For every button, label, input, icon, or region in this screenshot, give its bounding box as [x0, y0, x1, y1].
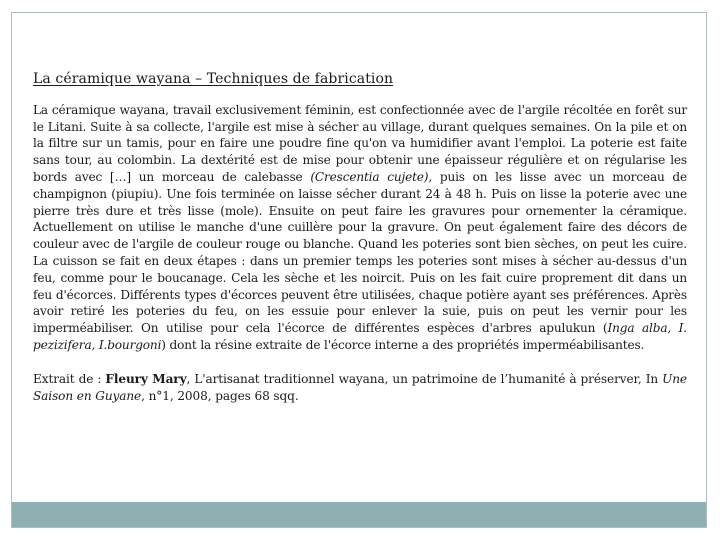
source-author: Fleury Mary — [105, 371, 187, 386]
body-text-part-2: puis on les lisse avec un morceau de champignon (piupiu). Une fois terminée on laisse sécher durant 24 à 48 h. Puis on lisse la poterie avec une pierre très dure et très lisse (mole). Ensuite on peut faire les gravures pour ornementer la céramique. Actuellement on utilise le manche d'une cuillère pour la gravure. On peut également faire des décors de couleur avec de l'argile de couleur rouge ou blanche. Quand les poteries sont bien sèches, on peut les cuire. La cuisson se fait en deux étapes : dans un premier temps les poteries sont mises à sécher au-dessus d'un feu, comme pour le boucanage. Cela les sèche et les noircit. Puis on les fait cuire proprement dit dans un feu d'écorces. Différents types d'écorces peuvent être utilisées, chaque potière ayant ses préférences. Après avoir retiré les poteries du feu, on les essuie pour enlever la suie, puis on peut les vernir pour les imperméabiliser. On utilise pour cela l'écorce de différentes espèces d'arbres apulukun ( — [33, 169, 688, 336]
body-paragraph — [33, 102, 687, 354]
species-name-crescentia: (Crescentia cujete), — [310, 169, 433, 184]
source-prefix: Extrait de : — [33, 371, 106, 386]
source-details: , n°1, 2008, pages 68 sqq. — [141, 388, 299, 403]
slide-content — [33, 71, 687, 404]
species-names-inga: Inga alba, I. pezizifera, I.bourgoni — [33, 321, 687, 352]
footer-band — [12, 502, 706, 527]
source-journal: Une Saison en Guyane — [33, 371, 687, 403]
page-title: La céramique wayana – Techniques de fabrication — [33, 71, 394, 87]
body-text-part-1: La céramique wayana, travail exclusivement féminin, est confectionnée avec de l'argile récoltée en forêt sur le Litani. Suite à sa collecte, l'argile est mise à sécher au village, durant quelques semaines. On la pile et on la filtre sur un tamis, pour en faire une poudre fine qu'on va humidifier avant l'emploi. La poterie est faite sans tour, au colombin. La dextérité est de mise pour obtenir une épaisseur régulière et on régularise les bords avec […] un morceau de calebasse — [33, 102, 687, 184]
source-citation — [33, 371, 687, 405]
source-title: , L'artisanat traditionnel wayana, un patrimoine de l’humanité à préserver, In — [186, 371, 663, 386]
body-text-part-3: ) dont la résine extraite de l'écorce interne a des propriétés imperméabilisantes. — [161, 337, 645, 352]
slide-frame — [11, 12, 707, 528]
